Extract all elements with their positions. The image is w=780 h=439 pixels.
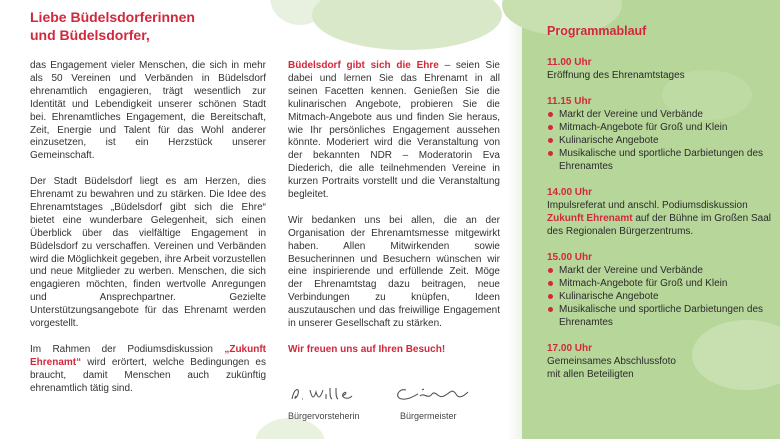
program-sidebar — [522, 0, 780, 439]
signature-left-icon — [288, 384, 368, 404]
paragraph: das Engagement vieler Menschen, die sich in mehr als 50 Vereinen und Verbänden in Büdelsdorf ehrenamtlich engagieren, trägt wesentlich zur Identität und Lebendigkeit unserer schönen Stadt bei. Ehrenamtliches Engagement, die Bereitschaft, Zeit, Energie und Talent für das Wohl anderer einzusetzen, ist ein Herzstück unserer Gemeinschaft. — [30, 60, 266, 162]
list-item: Markt der Vereine und Verbände — [547, 108, 777, 121]
paragraph: Der Stadt Büdelsdorf liegt es am Herzen, dies Ehrenamt zu bewahren und zu stärken. Die Idee des Ehrenamtstages „Büdelsdorf gibt sich die Ehre“ bietet eine wunderbare Gelegenheit, sich einen Überblick über das vielfältige Engagement in Büdelsdorf zu verschaffen. Vereinen und Verbänden wird die Möglichkeit gegeben, ihre Arbeit vorzustellen und neue Mitglieder zu werben. Menschen, die sich engagieren möchten, finden wertvolle Anregungen und Ansprechpartner. Gezielte Unterstützungsangebote für das Ehrenamt werden vorgestellt. — [30, 176, 266, 330]
greeting-title — [30, 8, 270, 44]
list-item: Mitmach-Angebote für Groß und Klein — [547, 121, 777, 134]
page-fold — [508, 0, 522, 439]
list-item: Musikalische und sportliche Darbietungen des Ehrenamtes — [547, 147, 777, 173]
program-title: Programmablauf — [547, 24, 647, 38]
list-item: Musikalische und sportliche Darbietungen des Ehrenamtes — [547, 303, 777, 329]
signature-caption-right: Bürgermeister — [400, 411, 457, 421]
signatures — [288, 384, 500, 424]
slot-text — [547, 199, 777, 238]
slot-time: 15.00 Uhr — [547, 252, 593, 263]
program-slot — [547, 95, 777, 173]
greeting-line-1: Liebe Büdelsdorferinnen — [30, 9, 195, 25]
slot-time: 14.00 Uhr — [547, 187, 593, 198]
slot-time: 11.15 Uhr — [547, 96, 592, 107]
slot-time: 11.00 Uhr — [547, 57, 592, 68]
slot-items — [547, 108, 777, 173]
paragraph-text: – seien Sie dabei und lernen Sie das Ehrenamt in all seinen Facetten kennen. Genießen Sie die kulinarischen Angebote, probieren Sie die Mitmach-Angebote aus und finden Sie heraus, wie Ihr persönliches Engagement aussehen könnte. Moderiert wird die Veranstaltung von der bekannten NDR – Moderatorin Eva Diederich, die alle teilnehmenden Vereine in kurzen Portraits vorstellt und die Veranstaltung begleitet. — [288, 60, 500, 201]
slot-text: mit allen Beteiligten — [547, 369, 634, 380]
greeting-line-2: und Büdelsdorfer, — [30, 27, 150, 43]
slot-text: Eröffnung des Ehrenamtstages — [547, 70, 685, 81]
program-slot — [547, 342, 777, 381]
highlight-event-name: Büdelsdorf gibt sich die Ehre — [288, 60, 439, 71]
slot-items — [547, 264, 777, 329]
slot-text: Gemeinsames Abschlussfoto — [547, 356, 676, 367]
decor-bubble — [312, 0, 502, 50]
program-slot — [547, 251, 777, 329]
slot-text-part: Impulsreferat und anschl. Podiumsdiskussion — [547, 200, 748, 211]
highlight-zukunft-ehrenamt: Zukunft Ehrenamt — [547, 213, 633, 224]
list-item: Kulinarische Angebote — [547, 290, 777, 303]
program-list — [547, 56, 777, 394]
list-item: Kulinarische Angebote — [547, 134, 777, 147]
program-slot — [547, 186, 777, 238]
text-column-middle — [288, 60, 500, 370]
paragraph — [30, 344, 266, 396]
slot-time: 17.00 Uhr — [547, 343, 593, 354]
signature-right-icon — [392, 384, 482, 404]
slot-text-part: auf der Bühne im Großen Saal des Regionalen Bürgerzentrums. — [547, 213, 771, 237]
highlight-zukunft-ehrenamt: „Zukunft Ehrenamt“ — [30, 343, 266, 368]
paragraph-text: wird erörtert, welche Bedingungen es braucht, damit Menschen auch zukünftig ehrenamtlich tätig sind. — [30, 356, 266, 394]
signature-caption-left: Bürgervorsteherin — [288, 411, 360, 421]
list-item: Mitmach-Angebote für Groß und Klein — [547, 277, 777, 290]
paragraph — [288, 60, 500, 202]
program-slot — [547, 56, 777, 82]
list-item: Markt der Vereine und Verbände — [547, 264, 777, 277]
paragraph: Wir bedanken uns bei allen, die an der Organisation der Ehrenamtsmesse mitgewirkt haben. Allen Mitwirkenden sowie Besucherinnen und Besuchern wünschen wir eine inspirierende und erfüllende Zeit. Möge der Ehrenamtstag dazu beitragen, neue Verbindungen zu knüpfen, Ideen auszutauschen und das freiwillige Engagement in unserer Gesellschaft zu stärken. — [288, 214, 500, 330]
paragraph-text: Im Rahmen der Podiumsdiskussion — [30, 343, 225, 355]
closing-line: Wir freuen uns auf Ihren Besuch! — [288, 343, 446, 355]
text-column-left — [30, 60, 266, 408]
